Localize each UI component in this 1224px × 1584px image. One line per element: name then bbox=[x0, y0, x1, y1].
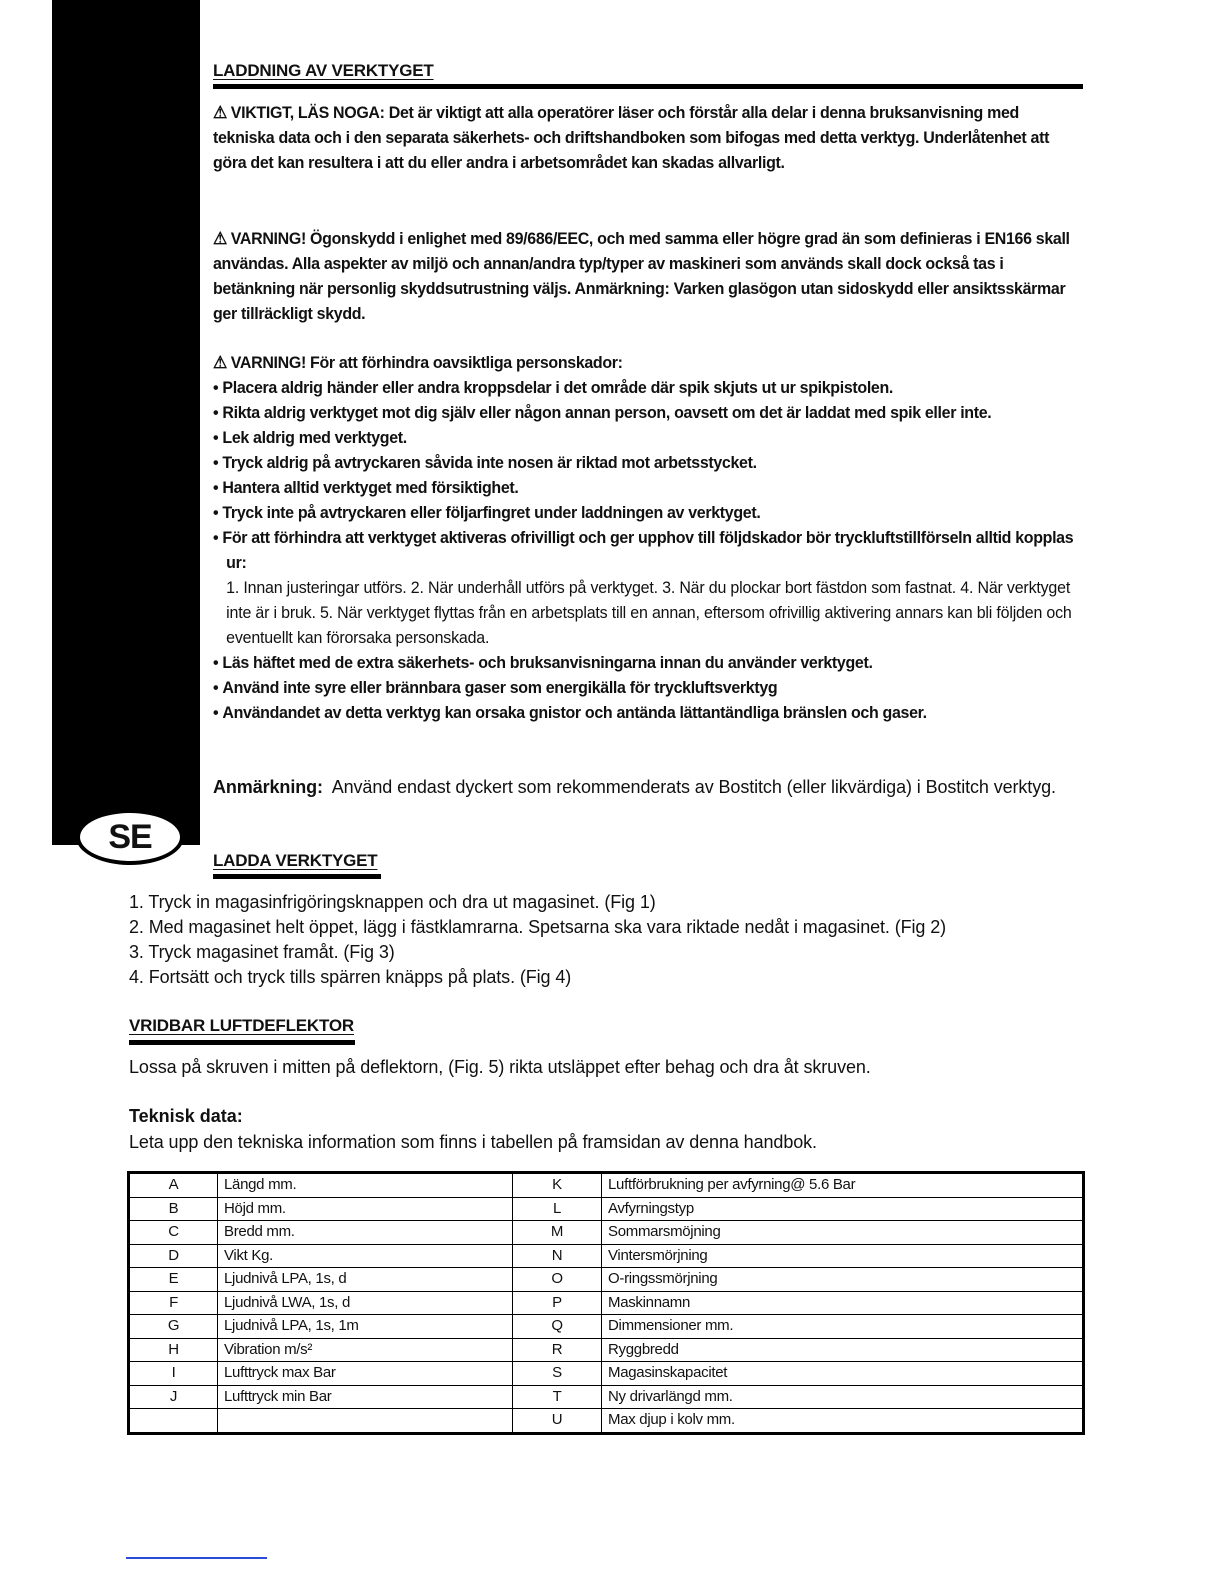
spec-desc-left: Vikt Kg. bbox=[218, 1244, 513, 1268]
spec-code-right: O bbox=[513, 1268, 602, 1292]
spec-desc-right: Sommarsmöjning bbox=[602, 1221, 1084, 1245]
spec-desc-right: Ny drivarlängd mm. bbox=[602, 1385, 1084, 1409]
spec-code-right: T bbox=[513, 1385, 602, 1409]
list-item: • För att förhindra att verktyget aktiveras ofrivilligt och ger upphov till följdskador bör tryckluftstillförseln alltid kopplas ur: bbox=[213, 525, 1083, 575]
language-badge: SE bbox=[76, 809, 184, 865]
heading-rule bbox=[129, 1040, 355, 1045]
technical-data-text: Leta upp den tekniska information som finns i tabellen på framsidan av denna handbok. bbox=[129, 1132, 817, 1152]
spec-code-right: P bbox=[513, 1291, 602, 1315]
spec-code-right: R bbox=[513, 1338, 602, 1362]
spec-code-right: U bbox=[513, 1409, 602, 1434]
list-item: 3. Tryck magasinet framåt. (Fig 3) bbox=[129, 942, 395, 962]
section-heading-deflector: VRIDBAR LUFTDEFLEKTOR bbox=[129, 1016, 354, 1035]
language-sidebar-bar bbox=[52, 0, 200, 845]
list-item: 4. Fortsätt och tryck tills spärren knäpps på plats. (Fig 4) bbox=[129, 967, 572, 987]
important-text: VIKTIGT, LÄS NOGA: Det är viktigt att alla operatörer läser och förstår alla delar i denna bruksanvisning med tekniska data och i den separata säkerhets- och driftshandboken som bifogas med detta verktyg. Underlåtenhet att göra det kan resultera i att du eller andra i arbetsområdet kan skadas allvarligt. bbox=[213, 103, 1050, 172]
table-row bbox=[129, 1221, 1084, 1245]
technical-data-label: Teknisk data: bbox=[129, 1106, 243, 1126]
injury-bullet-list-2 bbox=[213, 650, 1083, 725]
spec-desc-left: Lufttryck min Bar bbox=[218, 1385, 513, 1409]
list-item: • Läs häftet med de extra säkerhets- och bruksanvisningarna innan du använder verktyget. bbox=[213, 650, 1083, 675]
spec-desc-right: Avfyrningstyp bbox=[602, 1197, 1084, 1221]
spec-code-left bbox=[129, 1409, 218, 1434]
spec-desc-left: Längd mm. bbox=[218, 1173, 513, 1198]
list-item: • Rikta aldrig verktyget mot dig själv eller någon annan person, oavsett om det är laddat med spik eller inte. bbox=[213, 400, 1083, 425]
warning-triangle-icon: ⚠ bbox=[213, 103, 227, 122]
injury-warning-title: VARNING! För att förhindra oavsiktliga personskador: bbox=[230, 353, 623, 372]
table-row bbox=[129, 1268, 1084, 1292]
table-row bbox=[129, 1315, 1084, 1339]
spec-table bbox=[127, 1171, 1085, 1435]
spec-desc-right: Luftförbrukning per avfyrning@ 5.6 Bar bbox=[602, 1173, 1084, 1198]
spec-code-right: S bbox=[513, 1362, 602, 1386]
table-row bbox=[129, 1409, 1084, 1434]
table-row bbox=[129, 1362, 1084, 1386]
footer-line bbox=[126, 1557, 267, 1559]
spec-desc-right: Ryggbredd bbox=[602, 1338, 1084, 1362]
note-block bbox=[213, 775, 1083, 800]
list-item: • Användandet av detta verktyg kan orsaka gnistor och antända lättantändliga bränslen och gaser. bbox=[213, 700, 1083, 725]
spec-code-right: K bbox=[513, 1173, 602, 1198]
list-item: 2. Med magasinet helt öppet, lägg i fästklamrarna. Spetsarna ska vara riktade nedåt i magasinet. (Fig 2) bbox=[129, 917, 947, 937]
disconnect-cases: 1. Innan justeringar utförs. 2. När underhåll utförs på verktyget. 3. När du plockar bort fästdon som fastnat. 4. När verktyget inte är i bruk. 5. När verktyget flyttas från en arbetsplats till en annan, eftersom ofrivillig aktivering annars kan bli följden och eventuellt kan förorsaka personskada. bbox=[226, 578, 1072, 647]
spec-code-left: H bbox=[129, 1338, 218, 1362]
spec-desc-left: Höjd mm. bbox=[218, 1197, 513, 1221]
spec-desc-left: Ljudnivå LPA, 1s, 1m bbox=[218, 1315, 513, 1339]
spec-desc-left: Ljudnivå LPA, 1s, d bbox=[218, 1268, 513, 1292]
table-row bbox=[129, 1173, 1084, 1198]
list-item: • Hantera alltid verktyget med försiktighet. bbox=[213, 475, 1083, 500]
warning-triangle-icon: ⚠ bbox=[213, 353, 227, 372]
spec-desc-left: Ljudnivå LWA, 1s, d bbox=[218, 1291, 513, 1315]
list-item: 1. Tryck in magasinfrigöringsknappen och dra ut magasinet. (Fig 1) bbox=[129, 892, 656, 912]
spec-code-right: L bbox=[513, 1197, 602, 1221]
spec-desc-right: Maskinnamn bbox=[602, 1291, 1084, 1315]
deflector-text: Lossa på skruven i mitten på deflektorn, (Fig. 5) rikta utsläppet efter behag och dra åt skruven. bbox=[129, 1057, 871, 1077]
spec-code-left: F bbox=[129, 1291, 218, 1315]
important-notice bbox=[213, 100, 1083, 175]
table-row bbox=[129, 1291, 1084, 1315]
eye-warning-text: VARNING! Ögonskydd i enlighet med 89/686/EEC, och med samma eller högre grad än som definieras i EN166 skall användas. Alla aspekter av miljö och annan/andra typ/typer av maskineri som används skall dock också tas i betänkning när personlig skyddsutrustning väljs. Anmärkning: Varken glasögon utan sidoskydd eller ansiktsskärmar ger tillräckligt skydd. bbox=[213, 229, 1070, 323]
spec-code-left: A bbox=[129, 1173, 218, 1198]
spec-desc-left: Bredd mm. bbox=[218, 1221, 513, 1245]
heading-rule bbox=[213, 874, 381, 879]
injury-warning bbox=[213, 350, 1083, 725]
list-item: • Använd inte syre eller brännbara gaser som energikälla för tryckluftsverktyg bbox=[213, 675, 1083, 700]
spec-desc-right: Magasinskapacitet bbox=[602, 1362, 1084, 1386]
spec-desc-left: Vibration m/s² bbox=[218, 1338, 513, 1362]
spec-code-left: I bbox=[129, 1362, 218, 1386]
spec-desc-left bbox=[218, 1409, 513, 1434]
table-row bbox=[129, 1338, 1084, 1362]
spec-code-left: D bbox=[129, 1244, 218, 1268]
note-label: Anmärkning: bbox=[213, 777, 323, 797]
spec-code-left: E bbox=[129, 1268, 218, 1292]
load-steps-list bbox=[129, 890, 1089, 990]
spec-desc-right: Max djup i kolv mm. bbox=[602, 1409, 1084, 1434]
spec-code-left: J bbox=[129, 1385, 218, 1409]
list-item: • Tryck aldrig på avtryckaren såvida inte nosen är riktad mot arbetsstycket. bbox=[213, 450, 1083, 475]
spec-code-left: B bbox=[129, 1197, 218, 1221]
table-row bbox=[129, 1244, 1084, 1268]
spec-code-right: Q bbox=[513, 1315, 602, 1339]
spec-desc-right: O-ringssmörjning bbox=[602, 1268, 1084, 1292]
section-heading-load-tool: LADDA VERKTYGET bbox=[213, 851, 378, 870]
eye-protection-warning bbox=[213, 226, 1083, 326]
spec-desc-left: Lufttryck max Bar bbox=[218, 1362, 513, 1386]
list-item: • Tryck inte på avtryckaren eller följarfingret under laddningen av verktyget. bbox=[213, 500, 1083, 525]
spec-code-left: G bbox=[129, 1315, 218, 1339]
heading-rule bbox=[213, 84, 1083, 89]
spec-desc-right: Vintersmörjning bbox=[602, 1244, 1084, 1268]
list-item: • Lek aldrig med verktyget. bbox=[213, 425, 1083, 450]
section-heading-loading: LADDNING AV VERKTYGET bbox=[213, 61, 434, 80]
spec-desc-right: Dimmensioner mm. bbox=[602, 1315, 1084, 1339]
injury-bullet-list bbox=[213, 375, 1083, 575]
list-item: • Placera aldrig händer eller andra kroppsdelar i det område där spik skjuts ut ur spikpistolen. bbox=[213, 375, 1083, 400]
note-text: Använd endast dyckert som rekommenderats av Bostitch (eller likvärdiga) i Bostitch verktyg. bbox=[331, 777, 1056, 797]
spec-code-left: C bbox=[129, 1221, 218, 1245]
spec-code-right: N bbox=[513, 1244, 602, 1268]
warning-triangle-icon: ⚠ bbox=[213, 229, 227, 248]
table-row bbox=[129, 1385, 1084, 1409]
spec-code-right: M bbox=[513, 1221, 602, 1245]
table-row bbox=[129, 1197, 1084, 1221]
